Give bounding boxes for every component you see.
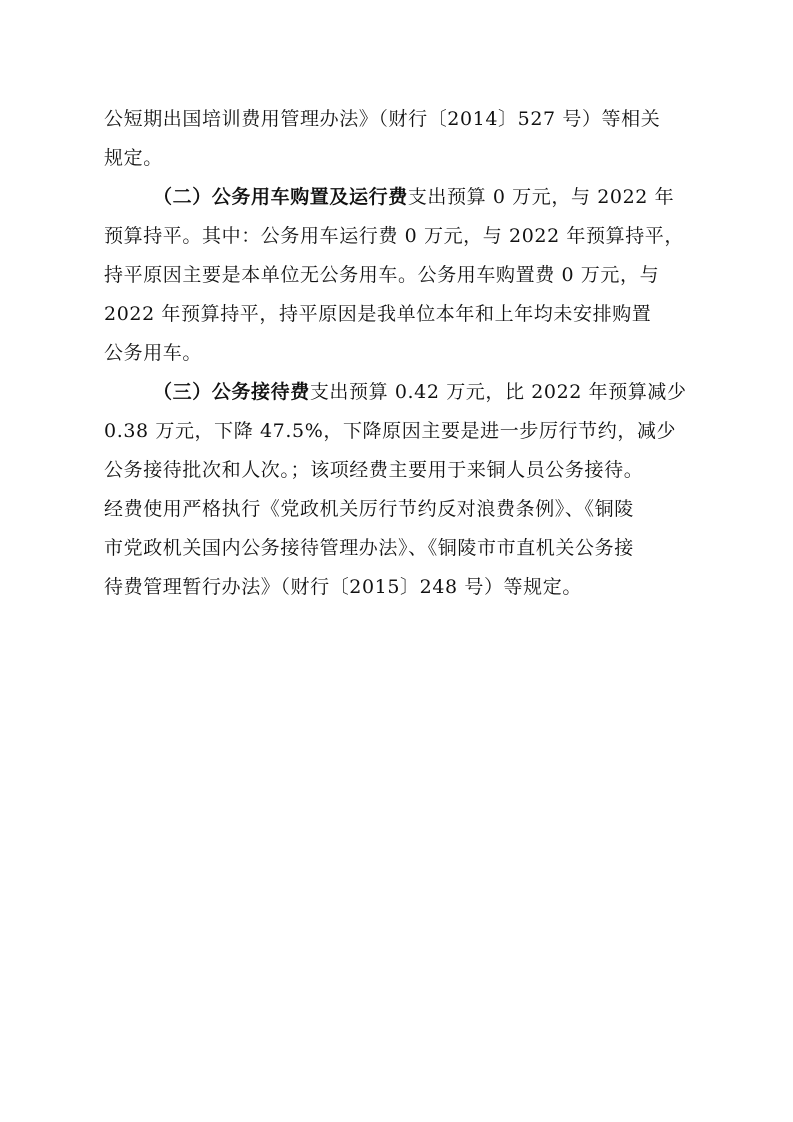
paragraph-line: 预算持平。其中：公务用车运行费 0 万元，与 2022 年预算持平， [104, 225, 685, 247]
paragraph-line: 待费管理暂行办法》（财行〔2015〕248 号）等规定。 [104, 576, 582, 598]
section-2-heading: （二）公务用车购置及运行费 [153, 186, 408, 208]
section-2-text: 支出预算 0 万元，与 2022 年 [407, 186, 675, 208]
section-2-first-line [104, 178, 688, 217]
section-3-text: 支出预算 0.42 万元，比 2022 年预算减少 [309, 381, 687, 403]
paragraph-line: 公务用车。 [104, 342, 203, 364]
section-3-heading: （三）公务接待费 [153, 381, 310, 403]
paragraph-line: 市党政机关国内公务接待管理办法》、《铜陵市市直机关公务接 [104, 537, 634, 559]
section-3-first-line [104, 373, 688, 412]
paragraph-line: 持平原因主要是本单位无公务用车。公务用车购置费 0 万元，与 [104, 264, 660, 286]
document-body [104, 100, 688, 607]
paragraph-line: 规定。 [104, 147, 163, 169]
paragraph-line: 2022 年预算持平，持平原因是我单位本年和上年均未安排购置 [104, 303, 652, 325]
paragraph-line: 0.38 万元，下降 47.5%，下降原因主要是进一步厉行节约，减少 [104, 420, 677, 442]
paragraph-line: 公务接待批次和人次。；该项经费主要用于来铜人员公务接待。 [104, 459, 644, 481]
paragraph-line: 经费使用严格执行《党政机关厉行节约反对浪费条例》、《铜陵 [104, 498, 634, 520]
paragraph-line: 公短期出国培训费用管理办法》（财行〔2014〕527 号）等相关 [104, 108, 661, 130]
